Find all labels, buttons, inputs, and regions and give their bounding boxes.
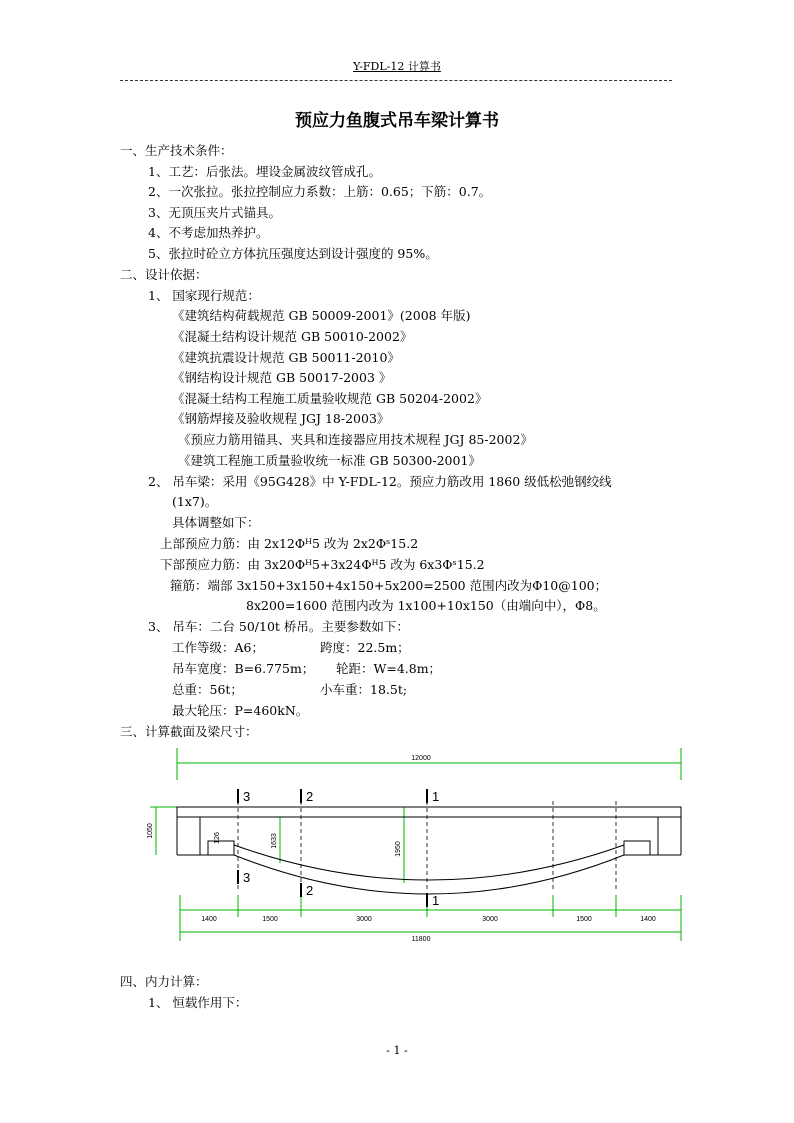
- s4-sub-1: 1、 恒载作用下：: [148, 995, 248, 1010]
- param-trolley: 小车重：18.5t;: [320, 682, 408, 697]
- s2-sub-3: 3、 吊车：二台 50/10t 桥吊。主要参数如下：: [148, 619, 409, 634]
- beam-outline: [177, 807, 681, 894]
- s1-item-3: 3、无顶压夹片式锚具。: [148, 205, 281, 220]
- dim-1633: 1633: [271, 833, 278, 849]
- section-label-3: 3: [243, 870, 251, 885]
- section-label-2: 2: [306, 789, 314, 804]
- param-width: 吊车宽度：B=6.775m；: [172, 661, 315, 676]
- section-3-heading: 三、计算截面及梁尺寸：: [120, 724, 258, 739]
- param-span: 跨度：22.5m；: [320, 640, 410, 655]
- s1-item-4: 4、不考虑加热养护。: [148, 225, 269, 240]
- dimension-lines: [150, 748, 681, 941]
- param-weight: 总重：56t；: [172, 682, 243, 697]
- dim-segment: 1500: [262, 916, 278, 923]
- dim-segment: 3000: [356, 916, 372, 923]
- upper-tendon: 上部预应力筋：由 2x12Φᴴ5 改为 2x2Φˢ15.2: [160, 536, 419, 551]
- header-rule: [120, 80, 672, 81]
- dim-left-height: 1050: [147, 823, 154, 839]
- stirrup-line-1: 箍筋：端部 3x150+3x150+4x150+5x200=2500 范围内改为Φ10@100；: [170, 578, 608, 593]
- dim-segment: 1400: [201, 916, 217, 923]
- dim-segment: 3000: [482, 916, 498, 923]
- s2-sub-2-cont: (1x7)。: [172, 494, 218, 509]
- stirrup-line-2: 8x200=1600 范围内改为 1x100+10x150（由端向中），Φ8。: [246, 598, 606, 613]
- section-label-1: 1: [432, 893, 440, 908]
- document-title: 预应力鱼腹式吊车梁计算书: [295, 111, 499, 131]
- code-item: 《钢筋焊接及验收规程 JGJ 18-2003》: [172, 411, 390, 426]
- beam-elevation-drawing: [140, 745, 690, 955]
- s2-sub-1: 1、 国家现行规范：: [148, 288, 260, 303]
- code-item: 《混凝土结构设计规范 GB 50010-2002》: [172, 329, 413, 344]
- dim-bottom-total: 11800: [411, 936, 431, 943]
- page-number: - 1 -: [386, 1044, 408, 1057]
- s1-item-5: 5、张拉时砼立方体抗压强度达到设计强度的 95%。: [148, 246, 438, 261]
- page-header: Y-FDL-12 计算书: [353, 60, 441, 73]
- section-1-heading: 一、生产技术条件：: [120, 143, 233, 158]
- s1-item-1: 1、工艺：后张法。埋设金属波纹管成孔。: [148, 164, 381, 179]
- code-item: 《建筑工程施工质量验收统一标准 GB 50300-2001》: [178, 453, 481, 468]
- param-wheelbase: 轮距：W=4.8m；: [336, 661, 442, 676]
- adjust-label: 具体调整如下：: [172, 515, 260, 530]
- section-4-heading: 四、内力计算：: [120, 974, 208, 989]
- dim-segment: 1400: [640, 916, 656, 923]
- code-item: 《预应力筋用锚具、夹具和连接器应用技术规程 JGJ 85-2002》: [178, 432, 533, 447]
- section-label-3: 3: [243, 789, 251, 804]
- dim-total: 12000: [411, 755, 431, 762]
- dim-segment: 1500: [576, 916, 592, 923]
- s2-sub-2: 2、 吊车梁：采用《95G428》中 Y-FDL-12。预应力筋改用 1860 级低松弛钢绞线: [148, 474, 612, 489]
- code-item: 《建筑抗震设计规范 GB 50011-2010》: [172, 350, 400, 365]
- section-label-2: 2: [306, 883, 314, 898]
- s1-item-2: 2、一次张拉。张拉控制应力系数：上筋：0.65；下筋：0.7。: [148, 184, 492, 199]
- dim-1950: 1950: [395, 841, 402, 857]
- code-item: 《建筑结构荷载规范 GB 50009-2001》(2008 年版): [172, 308, 471, 323]
- lower-tendon: 下部预应力筋：由 3x20Φᴴ5+3x24Φᴴ5 改为 6x3Φˢ15.2: [160, 557, 485, 572]
- code-item: 《钢结构设计规范 GB 50017-2003 》: [172, 370, 392, 385]
- param-grade: 工作等级：A6；: [172, 640, 264, 655]
- dim-126: 126: [214, 832, 221, 844]
- section-2-heading: 二、设计依据：: [120, 267, 208, 282]
- code-item: 《混凝土结构工程施工质量验收规范 GB 50204-2002》: [172, 391, 488, 406]
- param-max-load: 最大轮压：P=460kN。: [172, 703, 309, 718]
- section-label-1: 1: [432, 789, 440, 804]
